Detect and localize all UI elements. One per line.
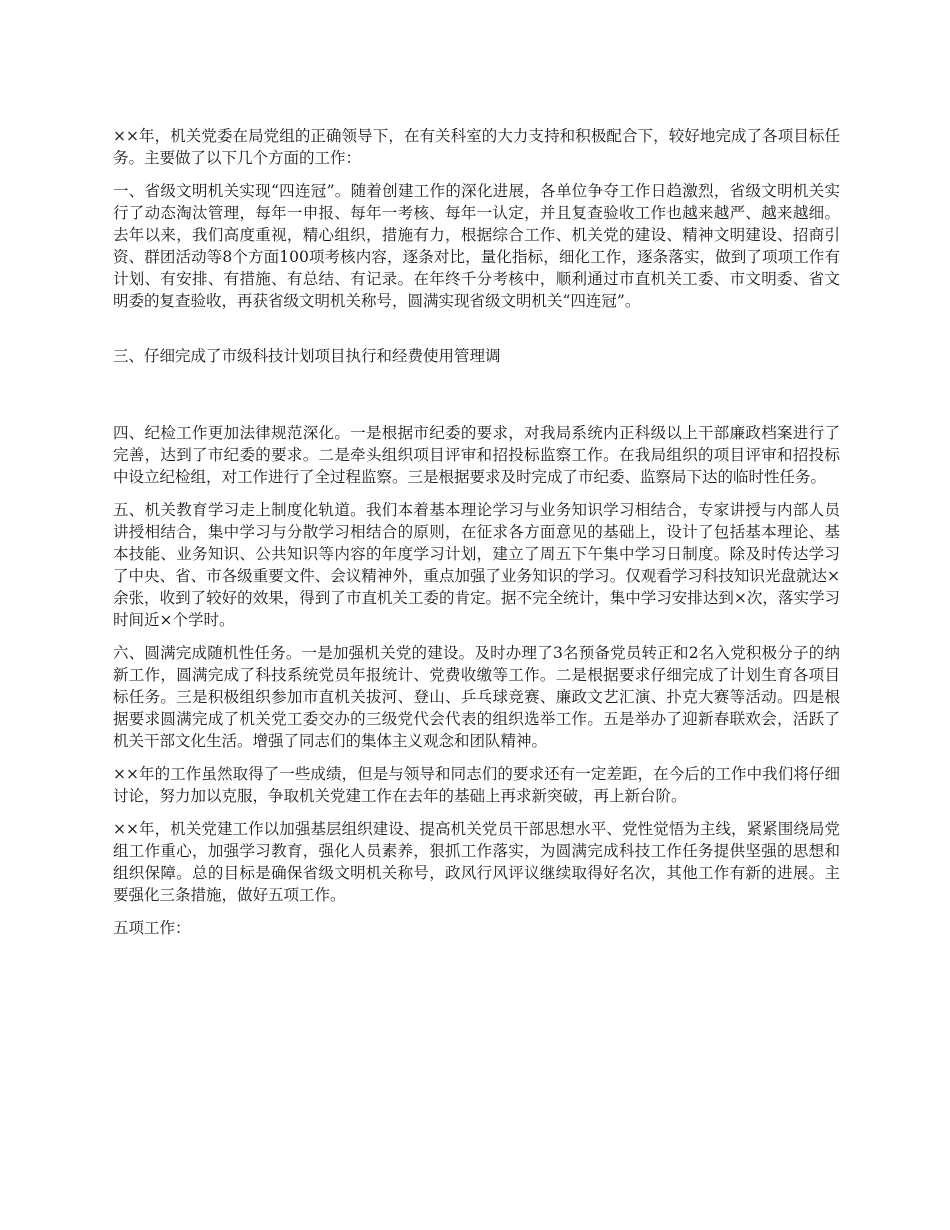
paragraph-section-6: 六、圆满完成随机性任务。一是加强机关党的建设。及时办理了3名预备党员转正和2名入党积极分子的纳新工作，圆满完成了科技系统党员年报统计、党费收缴等工作。二是根据要求仔细完成了计划生育各项目标任务。三是积极组织参加市直机关拔河、登山、乒乓球竞赛、廉政文艺汇演、扑克大赛等活动。四是根据要求圆满完成了机关党工委交办的三级党代会代表的组织选举工作。五是举办了迎新春联欢会，活跃了机关干部文化生活。增强了同志们的集体主义观念和团队精神。 <box>113 644 840 750</box>
paragraph-section-3: 三、仔细完成了市级科技计划项目执行和经费使用管理调 <box>113 347 501 365</box>
paragraph-section-4: 四、纪检工作更加法律规范深化。一是根据市纪委的要求，对我局系统内正科级以上干部廉政档案进行了完善，达到了市纪委的要求。二是牵头组织项目评审和招投标监察工作。在我局组织的项目评审和招投标中设立纪检组，对工作进行了全过程监察。三是根据要求及时完成了市纪委、监察局下达的临时性任务。 <box>113 424 840 486</box>
paragraph-section-1: 一、省级文明机关实现“四连冠”。随着创建工作的深化进展，各单位争夺工作日趋激烈，省级文明机关实行了动态淘汰管理，每年一申报、每年一考核、每年一认定，并且复查验收工作也越来越严、越来越细。去年以来，我们高度重视，精心组织，措施有力，根据综合工作、机关党的建设、精神文明建设、招商引资、群团活动等8个方面100项考核内容，逐条对比，量化指标，细化工作，逐条落实，做到了项项工作有计划、有安排、有措施、有总结、有记录。在年终千分考核中，顺利通过市直机关工委、市文明委、省文明委的复查验收，再获省级文明机关称号，圆满实现省级文明机关“四连冠”。 <box>113 182 840 310</box>
paragraph-section-5: 五、机关教育学习走上制度化轨道。我们本着基本理论学习与业务知识学习相结合，专家讲授与内部人员讲授相结合，集中学习与分散学习相结合的原则，在征求各方面意见的基础上，设计了包括基本理论、基本技能、业务知识、公共知识等内容的年度学习计划，建立了周五下午集中学习日制度。除及时传达学习了中央、省、市各级重要文件、会议精神外，重点加强了业务知识的学习。仅观看学习科技知识光盘就达×余张，收到了较好的效果，得到了市直机关工委的肯定。据不完全统计，集中学习安排达到×次，落实学习时间近×个学时。 <box>113 501 840 629</box>
paragraph-plan: ××年，机关党建工作以加强基层组织建设、提高机关党员干部思想水平、党性觉悟为主线，紧紧围绕局党组工作重心，加强学习教育，强化人员素养，狠抓工作落实，为圆满完成科技工作任务提供坚强的思想和组织保障。总的目标是确保省级文明机关称号，政风行风评议继续取得好名次，其他工作有新的进展。主要强化三条措施，做好五项工作。 <box>113 820 840 904</box>
paragraph-intro: ××年，机关党委在局党组的正确领导下，在有关科室的大力支持和积极配合下，较好地完成了各项目标任务。主要做了以下几个方面的工作： <box>113 127 840 167</box>
document-body <box>113 125 840 950</box>
paragraph-summary: ××年的工作虽然取得了一些成绩，但是与领导和同志们的要求还有一定差距，在今后的工作中我们将仔细讨论，努力加以克服，争取机关党建工作在去年的基础上再求新突破，再上新台阶。 <box>113 765 840 805</box>
paragraph-five-tasks: 五项工作： <box>113 919 191 937</box>
